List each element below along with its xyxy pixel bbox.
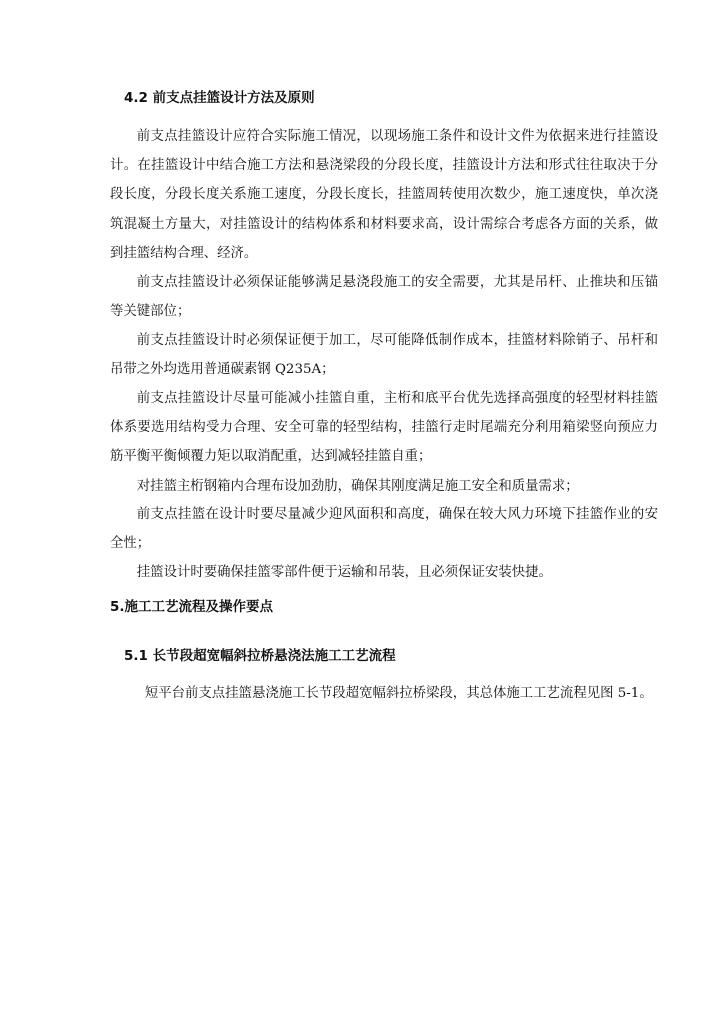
section-5-heading: 5.施工工艺流程及操作要点 [110,599,274,615]
section-4-2-heading: 4.2 前支点挂篮设计方法及原则 [124,90,315,106]
section-4-2-paragraph-1: 前支点挂篮设计应符合实际施工情况，以现场施工条件和设计文件为依据来进行挂篮设计。在挂篮设计中结合施工方法和悬浇梁段的分段长度，挂篮设计方法和形式往往取决于分段长度，分段长度关系施工速度，分段长度长，挂篮周转使用次数少，施工速度快，单次浇筑混凝土方量大，对挂篮设计的结构体系和材料要求高，设计需综合考虑各方面的关系，做到挂篮结构合理、经济。 [110,129,658,261]
section-5-1-paragraph-1: 短平台前支点挂篮悬浇施工长节段超宽幅斜拉桥梁段，其总体施工工艺流程见图 5-1。 [144,686,653,701]
section-5-1-heading: 5.1 长节段超宽幅斜拉桥悬浇法施工工艺流程 [124,648,396,664]
section-4-2-paragraph-3: 前支点挂篮设计时必须保证便于加工，尽可能降低制作成本，挂篮材料除销子、吊杆和吊带之外均选用普通碳素钢 Q235A； [110,333,658,378]
section-4-2-paragraph-4: 前支点挂篮设计尽量可能减小挂篮自重，主桁和底平台优先选择高强度的轻型材料挂篮体系要选用结构受力合理、安全可靠的轻型结构，挂篮行走时尾端充分利用箱梁竖向预应力筋平衡平衡倾覆力矩以取消配重，达到减轻挂篮自重； [110,391,658,465]
section-4-2-paragraph-6: 前支点挂篮在设计时要尽量减少迎风面积和高度，确保在较大风力环境下挂篮作业的安全性； [110,507,658,552]
section-4-2-paragraph-5: 对挂篮主桁钢箱内合理布设加劲肋，确保其刚度满足施工安全和质量需求； [136,479,579,494]
section-4-2-paragraph-2: 前支点挂篮设计必须保证能够满足悬浇段施工的安全需要，尤其是吊杆、止推块和压锚等关键部位； [110,275,658,320]
section-4-2-paragraph-7: 挂篮设计时要确保挂篮零部件便于运输和吊装，且必须保证安装快捷。 [136,565,552,580]
